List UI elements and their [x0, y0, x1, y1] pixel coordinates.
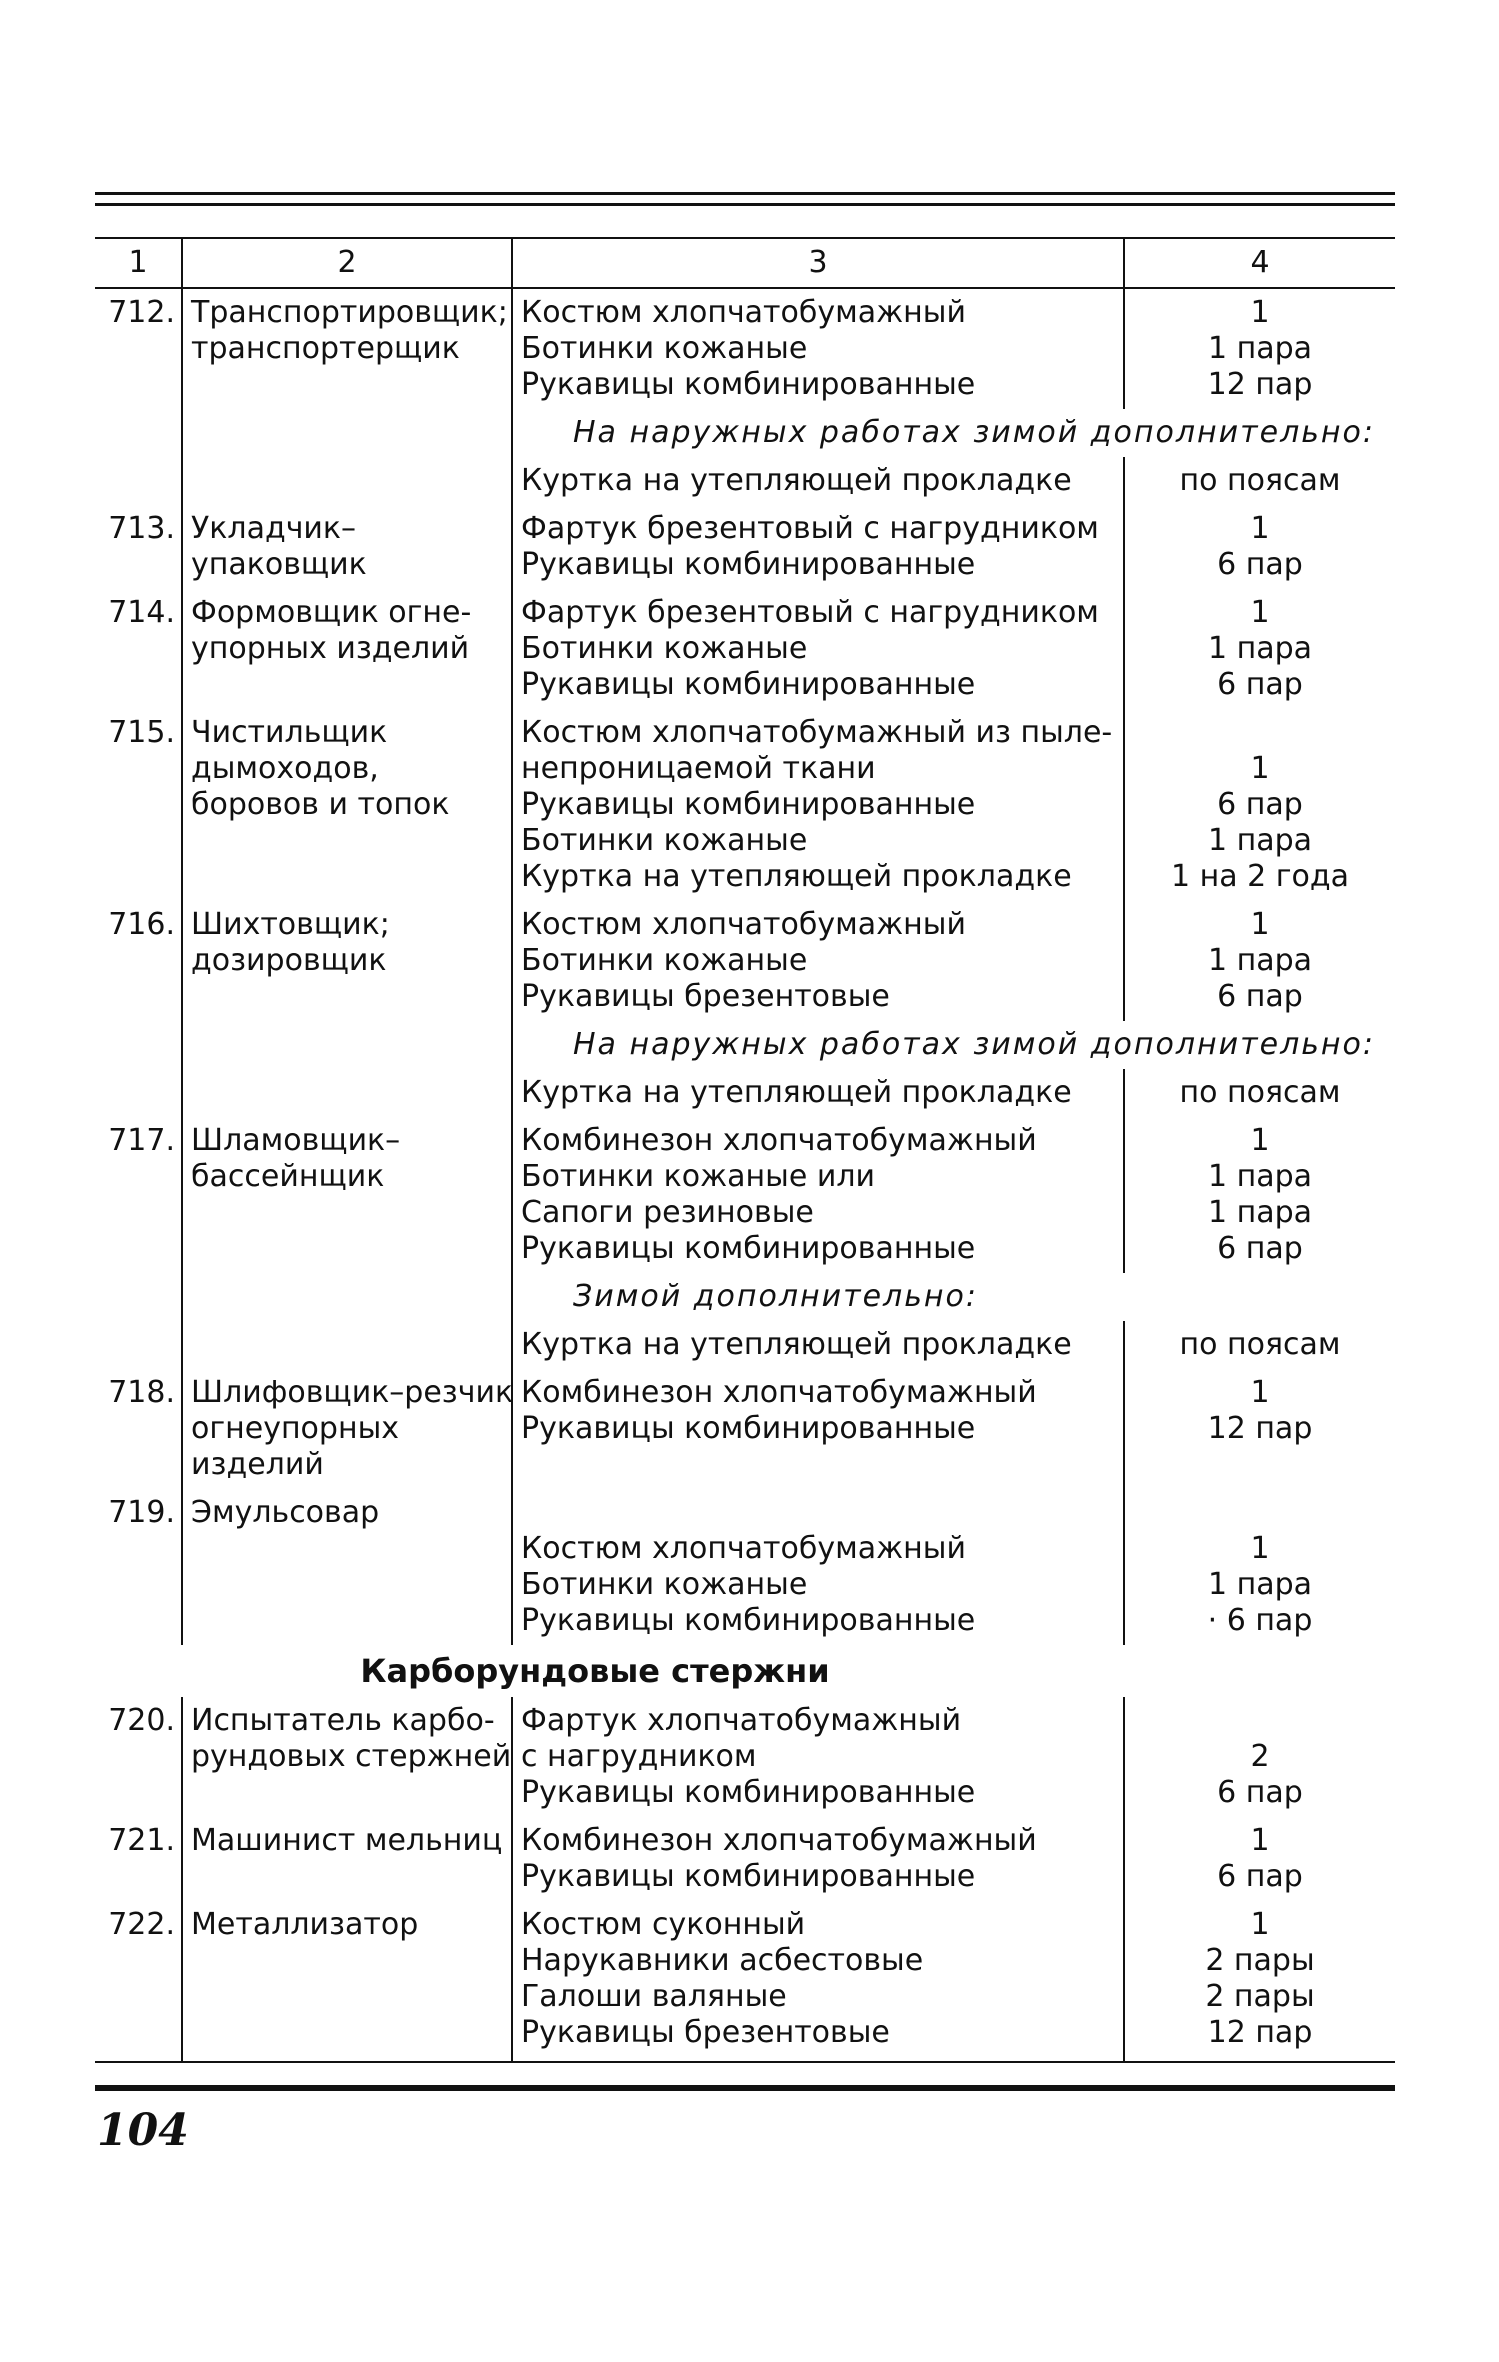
norm-line: 6 пар	[1217, 1231, 1303, 1266]
profession-cell	[182, 1817, 512, 1901]
items-cell	[512, 1901, 1124, 2062]
item-line	[521, 1495, 1123, 1531]
items-cell	[512, 505, 1124, 589]
table-row	[95, 1817, 1395, 1901]
profession-line: дозировщик	[191, 943, 387, 978]
norm-line: по поясам	[1179, 1327, 1341, 1362]
table-row	[95, 1489, 1395, 1645]
page-number: 104	[97, 2105, 189, 2156]
entry-number	[95, 1321, 182, 1369]
norm-line: 6 пар	[1217, 667, 1303, 702]
profession-cell	[182, 901, 512, 1021]
item-line: Нарукавники асбестовые	[521, 1943, 924, 1978]
profession-line: упаковщик	[191, 547, 367, 582]
item-line: Рукавицы комбинированные	[521, 667, 976, 702]
norm-line: 6 пар	[1217, 1775, 1303, 1810]
profession-cell	[182, 1117, 512, 1273]
item-line: Куртка на утепляющей прокладке	[521, 1327, 1072, 1362]
items-cell	[512, 1489, 1124, 1645]
section-heading: Карборундовые стержни	[360, 1652, 830, 1690]
profession-line: транспортерщик	[191, 331, 460, 366]
profession-line: Чистильщик	[191, 715, 388, 750]
entry-number: 717.	[108, 1123, 175, 1158]
protective-clothing-table	[95, 237, 1395, 2063]
item-line: Рукавицы комбинированные	[521, 1411, 976, 1446]
norm-line: 6 пар	[1217, 787, 1303, 822]
top-rule-1	[95, 192, 1395, 195]
table-row	[95, 457, 1395, 505]
entry-number: 716.	[108, 907, 175, 942]
item-line: Костюм хлопчатобумажный	[521, 295, 966, 330]
item-line: Рукавицы комбинированные	[521, 1859, 976, 1894]
norm-line: 6 пар	[1217, 1859, 1303, 1894]
norms-cell	[1124, 1817, 1395, 1901]
item-line: Куртка на утепляющей прокладке	[521, 1075, 1072, 1110]
note-row	[95, 409, 1395, 457]
norms-cell	[1124, 288, 1395, 409]
norms-cell	[1124, 457, 1395, 505]
item-line: Рукавицы комбинированные	[521, 1231, 976, 1266]
entry-number: 713.	[108, 511, 175, 546]
item-line: Костюм хлопчатобумажный	[521, 1531, 966, 1566]
norm-line: 2	[1250, 1739, 1270, 1774]
item-line: Куртка на утепляющей прокладке	[521, 463, 1072, 498]
item-line: Ботинки кожаные	[521, 1567, 808, 1602]
items-cell	[512, 1817, 1124, 1901]
items-cell	[512, 1117, 1124, 1273]
item-line: Фартук брезентовый с нагрудником	[521, 595, 1099, 630]
profession-line: упорных изделий	[191, 631, 470, 666]
table-row	[95, 1069, 1395, 1117]
items-cell	[512, 288, 1124, 409]
item-line: Фартук хлопчатобумажный	[521, 1703, 962, 1738]
items-cell	[512, 457, 1124, 505]
entry-number: 718.	[108, 1375, 175, 1410]
profession-cell	[182, 1321, 512, 1369]
profession-cell	[182, 589, 512, 709]
profession-line: Укладчик–	[191, 511, 357, 546]
profession-cell	[182, 709, 512, 901]
column-header: 2	[182, 238, 512, 288]
bottom-rule	[95, 2085, 1395, 2091]
norms-cell	[1124, 901, 1395, 1021]
item-line: Ботинки кожаные	[521, 631, 808, 666]
item-line: Куртка на утепляющей прокладке	[521, 859, 1072, 894]
profession-line: боровов и топок	[191, 787, 450, 822]
entry-number	[95, 457, 182, 505]
entry-number: 714.	[108, 595, 175, 630]
profession-cell	[182, 457, 512, 505]
item-line: непроницаемой ткани	[521, 751, 876, 786]
item-line: Фартук брезентовый с нагрудником	[521, 511, 1099, 546]
items-cell	[512, 709, 1124, 901]
norm-line: 1	[1250, 511, 1270, 546]
norm-line: · 6 пар	[1207, 1603, 1313, 1638]
profession-line: Шихтовщик;	[191, 907, 390, 942]
item-line: Рукавицы комбинированные	[521, 1603, 976, 1638]
profession-line: Машинист мельниц	[191, 1823, 503, 1858]
profession-cell	[182, 1369, 512, 1489]
profession-line: Шлифовщик–резчик	[191, 1375, 514, 1410]
entry-number: 712.	[108, 295, 175, 330]
norms-cell	[1124, 1117, 1395, 1273]
item-line: Костюм хлопчатобумажный	[521, 907, 966, 942]
item-line: Рукавицы комбинированные	[521, 547, 976, 582]
norm-line: по поясам	[1179, 1075, 1341, 1110]
items-cell	[512, 1321, 1124, 1369]
norms-cell	[1124, 1069, 1395, 1117]
table-row	[95, 1117, 1395, 1273]
item-line: Рукавицы комбинированные	[521, 787, 976, 822]
norm-line: 12 пар	[1207, 1411, 1313, 1446]
note-text: Зимой дополнительно:	[512, 1273, 1395, 1321]
norms-cell	[1124, 1369, 1395, 1489]
item-line: Комбинезон хлопчатобумажный	[521, 1375, 1037, 1410]
profession-line: рундовых стержней	[191, 1739, 512, 1774]
item-line: Комбинезон хлопчатобумажный	[521, 1823, 1037, 1858]
column-header: 3	[512, 238, 1124, 288]
top-rule-2	[95, 203, 1395, 206]
item-line: Галоши валяные	[521, 1979, 787, 2014]
table-row	[95, 901, 1395, 1021]
table-body	[95, 288, 1395, 2062]
table-row	[95, 589, 1395, 709]
norm-line: 1 на 2 года	[1170, 859, 1350, 894]
entry-number: 721.	[108, 1823, 175, 1858]
item-line: Рукавицы брезентовые	[521, 979, 890, 1014]
norm-line	[1125, 715, 1395, 751]
norm-line	[1125, 1703, 1395, 1739]
note-text: На наружных работах зимой дополнительно:	[512, 409, 1395, 457]
profession-line: изделий	[191, 1447, 324, 1482]
norm-line: 1	[1250, 295, 1270, 330]
norms-cell	[1124, 1321, 1395, 1369]
norm-line: 1	[1250, 1123, 1270, 1158]
entry-number: 715.	[108, 715, 175, 750]
norm-line: 12 пар	[1207, 367, 1313, 402]
profession-line: Шламовщик–	[191, 1123, 401, 1158]
norm-line: 1 пара	[1207, 631, 1313, 666]
items-cell	[512, 1369, 1124, 1489]
norm-line: 12 пар	[1207, 2015, 1313, 2050]
norms-cell	[1124, 1697, 1395, 1817]
norms-cell	[1124, 505, 1395, 589]
norm-line: 1	[1250, 1907, 1270, 1942]
items-cell	[512, 589, 1124, 709]
table-row	[95, 1697, 1395, 1817]
profession-cell	[182, 288, 512, 409]
profession-cell	[182, 1489, 512, 1645]
header-row	[95, 238, 1395, 288]
norm-line: 1 пара	[1207, 1195, 1313, 1230]
norm-line: 1	[1250, 1375, 1270, 1410]
profession-line: Транспортировщик;	[191, 295, 508, 330]
table-row	[95, 1901, 1395, 2062]
items-cell	[512, 1069, 1124, 1117]
profession-cell	[182, 1069, 512, 1117]
norms-cell	[1124, 589, 1395, 709]
item-line: Рукавицы брезентовые	[521, 2015, 890, 2050]
norm-line: 1 пара	[1207, 331, 1313, 366]
profession-line: Эмульсовар	[191, 1495, 380, 1530]
profession-line: бассейнщик	[191, 1159, 385, 1194]
section-row	[95, 1645, 1395, 1697]
norm-line: 1	[1250, 907, 1270, 942]
item-line: Рукавицы комбинированные	[521, 1775, 976, 1810]
table-row	[95, 505, 1395, 589]
profession-line: Формовщик огне-	[191, 595, 472, 630]
table-row	[95, 1321, 1395, 1369]
profession-line: Металлизатор	[191, 1907, 419, 1942]
norm-line: 6 пар	[1217, 979, 1303, 1014]
entry-number	[95, 1069, 182, 1117]
norm-line: 1 пара	[1207, 1567, 1313, 1602]
column-header: 1	[95, 238, 182, 288]
norm-line: 1 пара	[1207, 943, 1313, 978]
item-line: Ботинки кожаные или	[521, 1159, 876, 1194]
norm-line: по поясам	[1179, 463, 1341, 498]
items-cell	[512, 901, 1124, 1021]
note-text: На наружных работах зимой дополнительно:	[512, 1021, 1395, 1069]
entry-number: 719.	[108, 1495, 175, 1530]
items-cell	[512, 1697, 1124, 1817]
norm-line: 1 пара	[1207, 1159, 1313, 1194]
norm-line: 1 пара	[1207, 823, 1313, 858]
profession-cell	[182, 505, 512, 589]
profession-line: огнеупорных	[191, 1411, 400, 1446]
item-line: Рукавицы комбинированные	[521, 367, 976, 402]
entry-number: 720.	[108, 1703, 175, 1738]
item-line: Ботинки кожаные	[521, 943, 808, 978]
norm-line: 6 пар	[1217, 547, 1303, 582]
norm-line: 1	[1250, 1823, 1270, 1858]
item-line: Костюм суконный	[521, 1907, 806, 1942]
profession-cell	[182, 1901, 512, 2062]
table-row	[95, 1369, 1395, 1489]
item-line: Сапоги резиновые	[521, 1195, 814, 1230]
note-row	[95, 1021, 1395, 1069]
column-header: 4	[1124, 238, 1395, 288]
item-line: Костюм хлопчатобумажный из пыле-	[521, 715, 1113, 750]
norms-cell	[1124, 709, 1395, 901]
profession-line: Испытатель карбо-	[191, 1703, 495, 1738]
note-row	[95, 1273, 1395, 1321]
norm-line: 1	[1250, 1531, 1270, 1566]
table-row	[95, 288, 1395, 409]
norm-line	[1125, 1495, 1395, 1531]
norm-line: 1	[1250, 595, 1270, 630]
norm-line: 2 пары	[1205, 1979, 1315, 2014]
norm-line: 1	[1250, 751, 1270, 786]
profession-line: дымоходов,	[191, 751, 379, 786]
norm-line: 2 пары	[1205, 1943, 1315, 1978]
item-line: Ботинки кожаные	[521, 823, 808, 858]
item-line: Комбинезон хлопчатобумажный	[521, 1123, 1037, 1158]
item-line: с нагрудником	[521, 1739, 757, 1774]
norms-cell	[1124, 1901, 1395, 2062]
norms-cell	[1124, 1489, 1395, 1645]
entry-number: 722.	[95, 1901, 182, 2062]
profession-cell	[182, 1697, 512, 1817]
table-row	[95, 709, 1395, 901]
item-line: Ботинки кожаные	[521, 331, 808, 366]
